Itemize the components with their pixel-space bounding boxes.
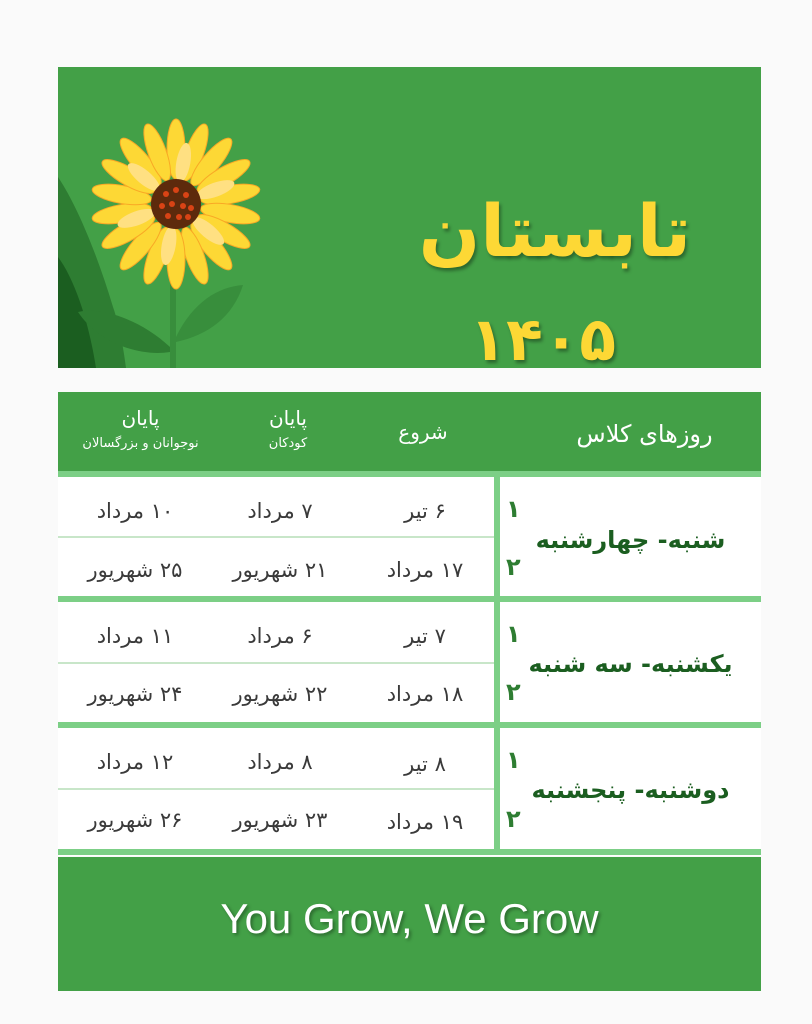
- group-2-term-2: ۲: [506, 678, 521, 706]
- header-start: شروع: [398, 420, 448, 444]
- group-3-term-1: ۱: [506, 746, 521, 774]
- group-1-row-1-end-teens: ۱۰ مرداد: [96, 499, 174, 523]
- group-1-row-2-end-kids: ۲۱ شهریور: [232, 558, 328, 582]
- group-2-days: یکشنبه- سه شنبه: [528, 650, 733, 678]
- group-3-row-1-end-teens: ۱۲ مرداد: [96, 750, 174, 774]
- group-1-term-1: ۱: [506, 495, 521, 523]
- divider: [58, 849, 761, 855]
- group-1-row-2-start: ۱۷ مرداد: [386, 558, 464, 582]
- group-1-term-2: ۲: [506, 553, 521, 581]
- divider: [58, 722, 761, 728]
- header-end-kids-sub: کودکان: [268, 436, 308, 451]
- header-end-kids-label: پایان: [268, 406, 307, 430]
- header-end-teens: [58, 406, 223, 451]
- group-3-row-2-end-kids: ۲۳ شهریور: [232, 808, 328, 832]
- header-banner: [58, 67, 761, 368]
- header-end-teens-sub: نوجوانان و بزرگسالان: [82, 436, 199, 451]
- group-2-row-1-end-teens: ۱۱ مرداد: [96, 624, 174, 648]
- group-3-days: دوشنبه- پنجشنبه: [531, 776, 730, 804]
- slogan: You Grow, We Grow: [220, 895, 599, 942]
- group-3-row-2-start: ۱۹ مرداد: [386, 810, 464, 834]
- header-end-teens-label: پایان: [121, 406, 160, 430]
- group-1-row-1-start: ۶ تیر: [404, 499, 446, 523]
- group-1-days: شنبه- چهارشنبه: [535, 526, 726, 554]
- group-3-row-2-end-teens: ۲۶ شهریور: [87, 808, 183, 832]
- group-3-term-2: ۲: [506, 805, 521, 833]
- group-2-row-2-end-kids: ۲۲ شهریور: [232, 682, 328, 706]
- group-3-row-1-end-kids: ۸ مرداد: [247, 750, 313, 774]
- header-class-days: روزهای کلاس: [576, 420, 713, 448]
- season-title: تابستان: [418, 189, 691, 273]
- row-divider: [58, 662, 494, 664]
- schedule-table-header: [58, 392, 761, 471]
- divider: [58, 471, 761, 477]
- group-2-row-1-start: ۷ تیر: [404, 624, 446, 648]
- group-1-row-1-end-kids: ۷ مرداد: [247, 499, 313, 523]
- group-3-row-1-start: ۸ تیر: [404, 752, 446, 776]
- group-2-row-1-end-kids: ۶ مرداد: [247, 624, 313, 648]
- group-2-term-1: ۱: [506, 620, 521, 648]
- year-label: ۱۴۰۵: [469, 305, 616, 368]
- footer-banner: [58, 857, 761, 991]
- group-2-row-2-end-teens: ۲۴ شهریور: [87, 682, 183, 706]
- group-2-row-2-start: ۱۸ مرداد: [386, 682, 464, 706]
- row-divider: [58, 536, 494, 538]
- divider: [58, 596, 761, 602]
- row-divider: [58, 788, 494, 790]
- header-end-kids: [223, 406, 353, 451]
- group-1-row-2-end-teens: ۲۵ شهریور: [87, 558, 183, 582]
